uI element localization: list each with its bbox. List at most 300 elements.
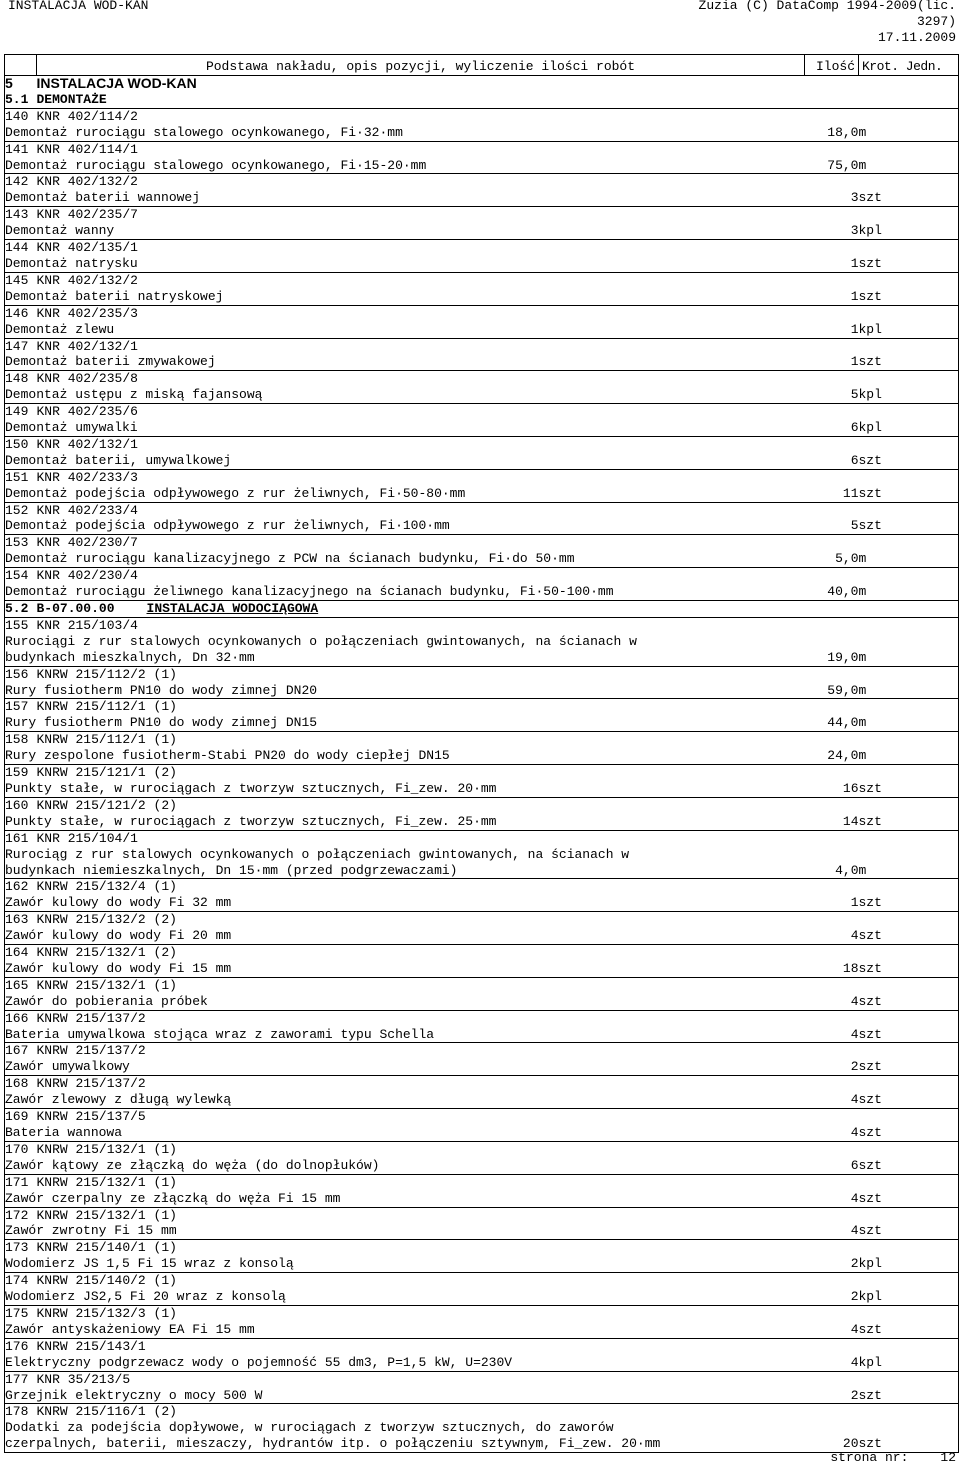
position-quantity: 2 bbox=[850, 1387, 859, 1403]
empty-cell bbox=[805, 371, 859, 387]
position-quantity: 4 bbox=[850, 1223, 859, 1239]
position-quantity: 44,0 bbox=[827, 715, 859, 731]
position-desc-row bbox=[5, 354, 959, 370]
empty-cell bbox=[805, 945, 859, 961]
position-quantity: 4 bbox=[850, 1354, 859, 1370]
position-desc-row bbox=[5, 1223, 959, 1239]
position-description-line: Rurociągi z rur stalowych ocynkowanych o połączeniach gwintowanych, na ścianach w bbox=[5, 634, 805, 650]
position-desc-row bbox=[5, 847, 959, 863]
empty-cell bbox=[859, 568, 959, 584]
position-number: 151 bbox=[5, 469, 37, 485]
position-code-row bbox=[5, 1305, 959, 1321]
empty-cell bbox=[859, 338, 959, 354]
empty-cell bbox=[805, 1141, 859, 1157]
position-number: 147 bbox=[5, 338, 37, 354]
position-number: 174 bbox=[5, 1273, 37, 1289]
position-quantity: 3 bbox=[850, 223, 859, 239]
position-code-row bbox=[5, 1207, 959, 1223]
position-code: KNRW 215/132/3 (1) bbox=[37, 1305, 805, 1321]
empty-cell bbox=[859, 1076, 959, 1092]
empty-cell bbox=[805, 1338, 859, 1354]
position-unit: kpl bbox=[859, 322, 959, 338]
position-unit: m bbox=[859, 125, 959, 141]
position-desc-row bbox=[5, 125, 959, 141]
position-code: KNR 402/230/7 bbox=[37, 535, 805, 551]
position-unit: m bbox=[859, 551, 959, 567]
position-unit: szt bbox=[859, 1388, 959, 1404]
empty-cell bbox=[859, 1420, 959, 1436]
position-code-row bbox=[5, 502, 959, 518]
position-description: Punkty stałe, w rurociągach z tworzyw sztucznych, Fi_zew. 25·mm bbox=[5, 814, 805, 830]
position-unit: szt bbox=[859, 814, 959, 830]
empty-cell bbox=[805, 502, 859, 518]
position-code: KNRW 215/132/1 (1) bbox=[37, 1174, 805, 1190]
position-quantity: 6 bbox=[850, 452, 859, 468]
position-number: 163 bbox=[5, 912, 37, 928]
empty-cell bbox=[805, 732, 859, 748]
position-unit: szt bbox=[859, 1092, 959, 1108]
subsection-row bbox=[5, 601, 959, 618]
position-desc-row bbox=[5, 1092, 959, 1108]
position-code-row bbox=[5, 945, 959, 961]
position-unit: m bbox=[859, 158, 959, 174]
position-code: KNRW 215/132/1 (2) bbox=[37, 945, 805, 961]
empty-cell bbox=[859, 666, 959, 682]
position-number: 165 bbox=[5, 977, 37, 993]
position-number: 146 bbox=[5, 305, 37, 321]
position-quantity: 59,0 bbox=[827, 682, 859, 698]
empty-cell bbox=[805, 634, 859, 650]
position-description: Demontaż rurociągu stalowego ocynkowanego, Fi·15-20·mm bbox=[5, 158, 805, 174]
position-quantity: 20 bbox=[805, 1436, 859, 1452]
empty-cell bbox=[805, 765, 859, 781]
position-desc-row bbox=[5, 223, 959, 239]
position-number: 176 bbox=[5, 1338, 37, 1354]
empty-cell bbox=[859, 240, 959, 256]
position-quantity: 3 bbox=[850, 190, 859, 206]
position-code: KNRW 215/116/1 (2) bbox=[37, 1404, 805, 1420]
page-header bbox=[0, 0, 960, 48]
empty-cell bbox=[859, 108, 959, 124]
empty-cell bbox=[859, 1174, 959, 1190]
position-code: KNRW 215/112/2 (1) bbox=[37, 666, 805, 682]
position-code: KNRW 215/132/1 (1) bbox=[37, 977, 805, 993]
position-description: Wodomierz JS2,5 Fi 20 wraz z konsolą bbox=[5, 1289, 805, 1305]
position-description: Demontaż baterii zmywakowej bbox=[5, 354, 805, 370]
empty-cell bbox=[859, 305, 959, 321]
position-quantity: 2 bbox=[850, 1289, 859, 1305]
empty-cell bbox=[805, 1174, 859, 1190]
empty-cell bbox=[859, 1240, 959, 1256]
position-code: KNR 402/132/1 bbox=[37, 436, 805, 452]
position-desc-row bbox=[5, 781, 959, 797]
position-code: KNR 402/132/2 bbox=[37, 272, 805, 288]
position-number: 142 bbox=[5, 174, 37, 190]
empty-cell bbox=[859, 502, 959, 518]
position-desc-row bbox=[5, 420, 959, 436]
position-unit: szt bbox=[859, 190, 959, 206]
position-description: Demontaż natrysku bbox=[5, 256, 805, 272]
page-footer bbox=[830, 1450, 956, 1465]
position-description: Demontaż podejścia odpływowego z rur żeliwnych, Fi·100·mm bbox=[5, 518, 805, 534]
position-code-row bbox=[5, 1240, 959, 1256]
position-quantity: 14 bbox=[842, 813, 859, 829]
position-code: KNR 402/132/2 bbox=[37, 174, 805, 190]
position-number: 167 bbox=[5, 1043, 37, 1059]
position-quantity: 6 bbox=[850, 1157, 859, 1173]
position-quantity: 1 bbox=[850, 895, 859, 911]
empty-cell bbox=[859, 1338, 959, 1354]
position-description: Punkty stałe, w rurociągach z tworzyw sztucznych, Fi_zew. 20·mm bbox=[5, 781, 805, 797]
position-desc-row bbox=[5, 289, 959, 305]
position-desc-row bbox=[5, 256, 959, 272]
position-number: 153 bbox=[5, 535, 37, 551]
position-description: Demontaż umywalki bbox=[5, 420, 805, 436]
position-code-row bbox=[5, 108, 959, 124]
position-code: KNRW 215/137/2 bbox=[37, 1043, 805, 1059]
position-code: KNRW 215/121/2 (2) bbox=[37, 797, 805, 813]
position-code: KNRW 215/132/1 (1) bbox=[37, 1207, 805, 1223]
position-description: Grzejnik elektryczny o mocy 500 W bbox=[5, 1388, 805, 1404]
position-desc-row bbox=[5, 518, 959, 534]
position-code: KNR 402/235/3 bbox=[37, 305, 805, 321]
position-number: 140 bbox=[5, 108, 37, 124]
position-unit: szt bbox=[859, 928, 959, 944]
position-description: Bateria wannowa bbox=[5, 1125, 805, 1141]
position-number: 170 bbox=[5, 1141, 37, 1157]
subsection-row bbox=[5, 92, 959, 108]
position-code-row bbox=[5, 732, 959, 748]
section-number: 5 bbox=[5, 76, 37, 92]
page-number-label: strona nr: bbox=[830, 1450, 909, 1465]
position-code: KNRW 215/132/4 (1) bbox=[37, 879, 805, 895]
empty-cell bbox=[805, 617, 859, 633]
position-number: 158 bbox=[5, 732, 37, 748]
empty-cell bbox=[859, 404, 959, 420]
position-quantity: 1 bbox=[850, 255, 859, 271]
position-code-row bbox=[5, 699, 959, 715]
position-desc-row bbox=[5, 1256, 959, 1272]
empty-cell bbox=[805, 141, 859, 157]
position-code-row bbox=[5, 404, 959, 420]
position-desc-row bbox=[5, 1125, 959, 1141]
software-info bbox=[699, 0, 956, 46]
position-code: KNRW 215/132/1 (1) bbox=[37, 1141, 805, 1157]
position-code-row bbox=[5, 141, 959, 157]
empty-cell bbox=[805, 1273, 859, 1289]
position-description: Demontaż rurociągu kanalizacyjnego z PCW na ścianach budynku, Fi·do 50·mm bbox=[5, 551, 805, 567]
position-quantity: 5,0 bbox=[835, 551, 859, 567]
position-code-row bbox=[5, 797, 959, 813]
position-description: Rury fusiotherm PN10 do wody zimnej DN15 bbox=[5, 715, 805, 731]
position-code-row bbox=[5, 1404, 959, 1420]
position-number: 166 bbox=[5, 1010, 37, 1026]
position-unit: m bbox=[859, 683, 959, 699]
empty-cell bbox=[805, 404, 859, 420]
position-code: KNR 402/233/4 bbox=[37, 502, 805, 518]
position-quantity: 75,0 bbox=[827, 157, 859, 173]
empty-cell bbox=[805, 601, 859, 618]
position-number: 164 bbox=[5, 945, 37, 961]
empty-cell bbox=[805, 1404, 859, 1420]
position-desc-row bbox=[5, 895, 959, 911]
position-number: 172 bbox=[5, 1207, 37, 1223]
software-license: Zuzia (C) DataComp 1994-2009(lic. bbox=[698, 0, 956, 13]
position-unit: kpl bbox=[859, 1256, 959, 1272]
position-code-row bbox=[5, 617, 959, 633]
position-quantity: 4 bbox=[850, 993, 859, 1009]
position-number: 156 bbox=[5, 666, 37, 682]
position-desc-row bbox=[5, 584, 959, 600]
empty-cell bbox=[859, 1207, 959, 1223]
position-unit: szt bbox=[859, 486, 959, 502]
empty-cell bbox=[859, 699, 959, 715]
position-quantity: 5 bbox=[850, 518, 859, 534]
position-number: 155 bbox=[5, 617, 37, 633]
empty-cell bbox=[805, 338, 859, 354]
position-desc-row bbox=[5, 453, 959, 469]
empty-cell bbox=[805, 1207, 859, 1223]
position-desc-row bbox=[5, 322, 959, 338]
position-quantity: 4 bbox=[850, 1026, 859, 1042]
empty-cell bbox=[805, 1043, 859, 1059]
position-desc-row bbox=[5, 1191, 959, 1207]
position-description: Zawór kulowy do wody Fi 15 mm bbox=[5, 961, 805, 977]
empty-cell bbox=[859, 1273, 959, 1289]
empty-cell bbox=[805, 272, 859, 288]
position-description: Zawór zwrotny Fi 15 mm bbox=[5, 1223, 805, 1239]
position-unit: szt bbox=[859, 1125, 959, 1141]
position-desc-row bbox=[5, 158, 959, 174]
empty-cell bbox=[859, 732, 959, 748]
position-quantity: 4,0 bbox=[835, 862, 859, 878]
position-quantity: 4 bbox=[850, 928, 859, 944]
empty-cell bbox=[859, 847, 959, 863]
position-code-row bbox=[5, 1141, 959, 1157]
position-desc-row bbox=[5, 715, 959, 731]
position-number: 162 bbox=[5, 879, 37, 895]
position-desc-row bbox=[5, 486, 959, 502]
position-quantity: 1 bbox=[850, 321, 859, 337]
position-description: Rury zespolone fusiotherm-Stabi PN20 do wody ciepłej DN15 bbox=[5, 748, 805, 764]
position-code-row bbox=[5, 830, 959, 846]
position-code: KNRW 215/137/5 bbox=[37, 1109, 805, 1125]
position-code-row bbox=[5, 272, 959, 288]
position-quantity: 2 bbox=[850, 1256, 859, 1272]
empty-cell bbox=[805, 797, 859, 813]
position-description: Zawór zlewowy z długą wylewką bbox=[5, 1092, 805, 1108]
section-code: B-07.00.00 bbox=[36, 601, 115, 616]
position-code-row bbox=[5, 371, 959, 387]
position-number: 149 bbox=[5, 404, 37, 420]
position-quantity: 2 bbox=[850, 1059, 859, 1075]
position-code: KNR 215/103/4 bbox=[37, 617, 805, 633]
position-unit: szt bbox=[859, 1191, 959, 1207]
position-code: KNR 402/235/7 bbox=[37, 207, 805, 223]
empty-cell bbox=[805, 108, 859, 124]
position-quantity: 19,0 bbox=[827, 649, 859, 665]
empty-cell bbox=[805, 469, 859, 485]
empty-cell bbox=[805, 912, 859, 928]
position-unit: szt bbox=[859, 994, 959, 1010]
empty-cell bbox=[859, 272, 959, 288]
position-number: 168 bbox=[5, 1076, 37, 1092]
position-desc-row bbox=[5, 863, 959, 879]
position-description: Zawór kątowy ze złączką do węża (do dolnopłuków) bbox=[5, 1158, 805, 1174]
position-unit: m bbox=[859, 863, 959, 879]
position-code-row bbox=[5, 666, 959, 682]
position-description: Demontaż podejścia odpływowego z rur żeliwnych, Fi·50-80·mm bbox=[5, 486, 805, 502]
cost-estimate-table bbox=[4, 54, 959, 1453]
position-desc-row bbox=[5, 1158, 959, 1174]
position-code: KNRW 215/140/2 (1) bbox=[37, 1273, 805, 1289]
position-desc-row bbox=[5, 928, 959, 944]
position-code-row bbox=[5, 1174, 959, 1190]
empty-cell bbox=[859, 535, 959, 551]
position-unit: kpl bbox=[859, 387, 959, 403]
position-description: Demontaż wanny bbox=[5, 223, 805, 239]
position-desc-row bbox=[5, 190, 959, 206]
position-code: KNR 402/135/1 bbox=[37, 240, 805, 256]
position-unit: szt bbox=[859, 256, 959, 272]
section-subtitle: INSTALACJA WODOCIĄGOWA bbox=[146, 601, 319, 616]
position-code-row bbox=[5, 1371, 959, 1387]
position-unit: m bbox=[859, 715, 959, 731]
empty-cell bbox=[859, 469, 959, 485]
position-number: 177 bbox=[5, 1371, 37, 1387]
position-number: 175 bbox=[5, 1305, 37, 1321]
empty-cell bbox=[805, 830, 859, 846]
position-description: Demontaż zlewu bbox=[5, 322, 805, 338]
position-desc-row bbox=[5, 994, 959, 1010]
position-quantity: 1 bbox=[850, 288, 859, 304]
position-code-row bbox=[5, 207, 959, 223]
position-quantity: 6 bbox=[850, 420, 859, 436]
position-description-line: Dodatki za podejścia dopływowe, w rurociągach z tworzyw sztucznych, do zaworów bbox=[5, 1420, 805, 1436]
position-desc-row bbox=[5, 1059, 959, 1075]
position-number: 148 bbox=[5, 371, 37, 387]
empty-cell bbox=[805, 879, 859, 895]
position-unit: m bbox=[859, 650, 959, 666]
position-quantity: 16 bbox=[842, 780, 859, 796]
empty-cell bbox=[805, 847, 859, 863]
position-unit: m bbox=[859, 748, 959, 764]
position-description: budynkach niemieszkalnych, Dn 15·mm (przed podgrzewaczami) bbox=[5, 863, 805, 879]
position-desc-row bbox=[5, 1420, 959, 1436]
position-description: Elektryczny podgrzewacz wody o pojemność 55 dm3, P=1,5 kW, U=230V bbox=[5, 1355, 805, 1371]
position-unit: m bbox=[859, 584, 959, 600]
position-unit: szt bbox=[859, 1059, 959, 1075]
page-number: 12 bbox=[940, 1450, 956, 1465]
position-description: Bateria umywalkowa stojąca wraz z zaworami typu Schella bbox=[5, 1027, 805, 1043]
position-code-row bbox=[5, 240, 959, 256]
empty-cell bbox=[859, 174, 959, 190]
position-number: 144 bbox=[5, 240, 37, 256]
position-quantity: 5 bbox=[850, 387, 859, 403]
position-code: KNR 402/114/1 bbox=[37, 141, 805, 157]
position-desc-row bbox=[5, 1027, 959, 1043]
empty-cell bbox=[859, 601, 959, 618]
position-description: Zawór umywalkowy bbox=[5, 1059, 805, 1075]
position-description: Demontaż baterii wannowej bbox=[5, 190, 805, 206]
position-code: KNRW 215/140/1 (1) bbox=[37, 1240, 805, 1256]
position-unit: kpl bbox=[859, 1355, 959, 1371]
position-code: KNRW 215/112/1 (1) bbox=[37, 732, 805, 748]
position-code-row bbox=[5, 1043, 959, 1059]
section-title: DEMONTAŻE bbox=[36, 91, 107, 107]
section-title bbox=[37, 601, 805, 618]
empty-cell bbox=[805, 240, 859, 256]
position-description: Wodomierz JS 1,5 Fi 15 wraz z konsolą bbox=[5, 1256, 805, 1272]
position-quantity: 4 bbox=[850, 1190, 859, 1206]
position-description: Demontaż rurociągu stalowego ocynkowanego, Fi·32·mm bbox=[5, 125, 805, 141]
position-desc-row bbox=[5, 1388, 959, 1404]
position-quantity: 4 bbox=[850, 1125, 859, 1140]
position-code-row bbox=[5, 1010, 959, 1026]
position-unit: kpl bbox=[859, 223, 959, 239]
position-code-row bbox=[5, 469, 959, 485]
position-unit: szt bbox=[859, 1322, 959, 1338]
section-number: 5.1 bbox=[5, 92, 37, 108]
empty-cell bbox=[805, 699, 859, 715]
position-desc-row bbox=[5, 961, 959, 977]
empty-cell bbox=[859, 617, 959, 633]
empty-cell bbox=[859, 141, 959, 157]
position-quantity: 18 bbox=[842, 960, 859, 976]
position-description: Demontaż baterii, umywalkowej bbox=[5, 453, 805, 469]
empty-cell bbox=[805, 1420, 859, 1436]
empty-cell bbox=[859, 1109, 959, 1125]
position-desc-row bbox=[5, 650, 959, 666]
empty-cell bbox=[859, 977, 959, 993]
position-code: KNRW 215/137/2 bbox=[37, 1076, 805, 1092]
position-code-row bbox=[5, 1076, 959, 1092]
position-quantity: 4 bbox=[850, 1321, 859, 1337]
position-number: 171 bbox=[5, 1174, 37, 1190]
empty-cell bbox=[859, 912, 959, 928]
position-number: 178 bbox=[5, 1404, 37, 1420]
empty-cell bbox=[859, 1043, 959, 1059]
position-quantity: 4 bbox=[850, 1092, 859, 1108]
position-description: Zawór czerpalny ze złączką do węża Fi 15 mm bbox=[5, 1191, 805, 1207]
position-code: KNR 402/235/6 bbox=[37, 404, 805, 420]
position-code: KNR 402/233/3 bbox=[37, 469, 805, 485]
empty-cell bbox=[859, 634, 959, 650]
column-header-quantity: Ilość bbox=[805, 55, 859, 76]
table-header-row bbox=[5, 55, 959, 76]
position-description: Zawór kulowy do wody Fi 32 mm bbox=[5, 895, 805, 911]
position-unit: szt bbox=[859, 1027, 959, 1043]
position-code-row bbox=[5, 305, 959, 321]
position-code: KNR 215/104/1 bbox=[37, 830, 805, 846]
position-unit: szt bbox=[859, 453, 959, 469]
position-number: 161 bbox=[5, 830, 37, 846]
position-quantity: 11 bbox=[842, 485, 859, 501]
position-code: KNR 35/213/5 bbox=[37, 1371, 805, 1387]
empty-cell bbox=[805, 1305, 859, 1321]
position-desc-row bbox=[5, 683, 959, 699]
position-desc-row bbox=[5, 1436, 959, 1452]
position-code: KNR 402/235/8 bbox=[37, 371, 805, 387]
position-code-row bbox=[5, 338, 959, 354]
empty-cell bbox=[805, 1076, 859, 1092]
position-code-row bbox=[5, 765, 959, 781]
section-number: 5.2 bbox=[5, 601, 37, 618]
position-number: 145 bbox=[5, 272, 37, 288]
position-desc-row bbox=[5, 814, 959, 830]
section-title: INSTALACJA WOD-KAN bbox=[36, 75, 197, 91]
position-unit: szt bbox=[859, 354, 959, 370]
